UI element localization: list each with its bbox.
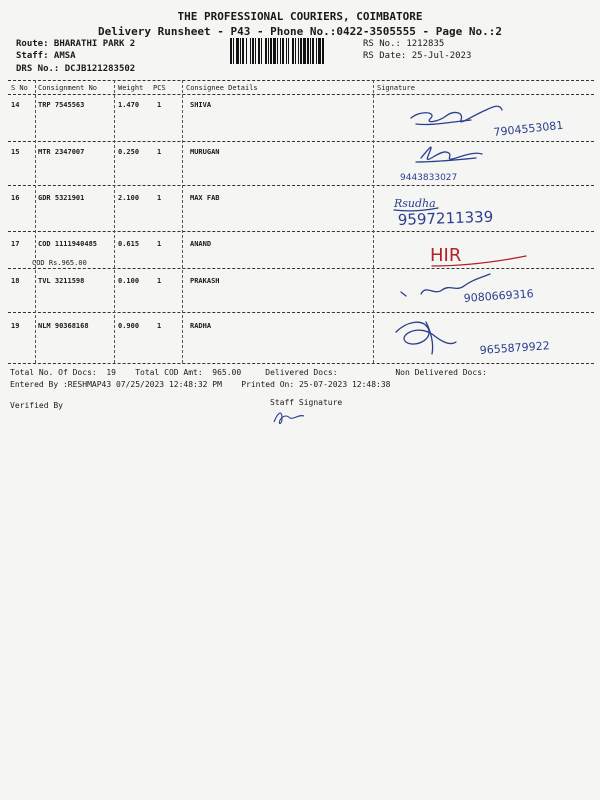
route-label: Route: BHARATHI PARK 2 [16, 39, 136, 49]
row-pcs: 1 [157, 240, 162, 248]
row-sno: 16 [11, 194, 20, 202]
row-pcs: 1 [157, 148, 162, 156]
col-header-weight: Weight [118, 84, 144, 92]
column-divider [373, 80, 374, 363]
signature-scribble [411, 106, 502, 122]
handwritten-name: Rsudha [394, 197, 436, 210]
row-consignee: PRAKASH [190, 277, 220, 285]
col-header-pcs: PCS [153, 84, 166, 92]
column-divider [182, 80, 183, 363]
row-pcs: 1 [157, 101, 162, 109]
cod-amount-note: COD Rs.965.00 [32, 259, 87, 267]
row-sno: 14 [11, 101, 20, 109]
col-header-signature: Signature [377, 84, 415, 92]
row-pcs: 1 [157, 194, 162, 202]
handwritten-signatures [376, 96, 596, 362]
row-consignee: SHIVA [190, 101, 212, 109]
row-weight: 0.615 [118, 240, 140, 248]
row-consignee: MAX FAB [190, 194, 220, 202]
company-title: THE PROFESSIONAL COURIERS, COIMBATORE [177, 10, 423, 23]
col-header-consignment: Consignment No [38, 84, 98, 92]
signature-scribble [416, 158, 476, 162]
runsheet-title: Delivery Runsheet - P43 - Phone No.:0422-3505555 - Page No.:2 [98, 25, 502, 38]
column-divider [114, 80, 115, 363]
staff-signature-mark [270, 406, 310, 428]
signature-scribble [416, 120, 471, 125]
handwritten-phone: 7904553081 [492, 118, 564, 139]
row-sno: 19 [11, 322, 20, 330]
row-consignment: TRP 7545563 [38, 101, 85, 109]
rs-number: RS No.: 1212835 [363, 39, 445, 49]
row-weight: 1.470 [118, 101, 140, 109]
staff-signature-label: Staff Signature [270, 398, 343, 407]
row-consignee: MURUGAN [190, 148, 220, 156]
row-consignee: ANAND [190, 240, 212, 248]
totals-line: Total No. Of Docs: 19 Total COD Amt: 965.00 Delivered Docs: Non Delivered Docs: [10, 368, 487, 377]
drs-number: DRS No.: DCJB121283502 [16, 64, 136, 74]
rs-date: RS Date: 25-Jul-2023 [363, 51, 472, 61]
row-weight: 0.900 [118, 322, 140, 330]
col-header-consignee: Consignee Details [186, 84, 258, 92]
column-divider [35, 80, 36, 363]
row-sno: 17 [11, 240, 20, 248]
handwritten-phone: 9655879922 [479, 339, 551, 357]
header-rule [8, 94, 594, 95]
row-sno: 15 [11, 148, 20, 156]
handwritten-phone: 9443833027 [400, 173, 458, 183]
table-top-rule [8, 80, 594, 81]
row-consignment: GDR 5321901 [38, 194, 85, 202]
handwritten-initials: HIR [430, 245, 462, 266]
staff-label: Staff: AMSA [16, 51, 76, 61]
row-consignment: COD 1111940485 [38, 240, 98, 248]
row-pcs: 1 [157, 277, 162, 285]
row-weight: 2.100 [118, 194, 140, 202]
row-consignment: MTR 2347007 [38, 148, 85, 156]
row-weight: 0.250 [118, 148, 140, 156]
entered-by-line: Entered By :RESHMAP43 07/25/2023 12:48:32 PM Printed On: 25-07-2023 12:48:38 [10, 380, 391, 389]
handwritten-phone: 9597211339 [397, 207, 494, 229]
signature-scribble [421, 147, 482, 159]
signature-scribble [396, 322, 456, 344]
row-consignee: RADHA [190, 322, 212, 330]
col-header-sno: S No [11, 84, 28, 92]
row-sno: 18 [11, 277, 20, 285]
row-consignment: NLM 90368168 [38, 322, 89, 330]
verified-by-label: Verified By [10, 401, 63, 410]
row-weight: 0.100 [118, 277, 140, 285]
barcode [230, 38, 354, 64]
row-consignment: TVL 3211598 [38, 277, 85, 285]
handwritten-phone: 9080669316 [463, 287, 535, 305]
row-pcs: 1 [157, 322, 162, 330]
table-bottom-rule [8, 363, 594, 364]
